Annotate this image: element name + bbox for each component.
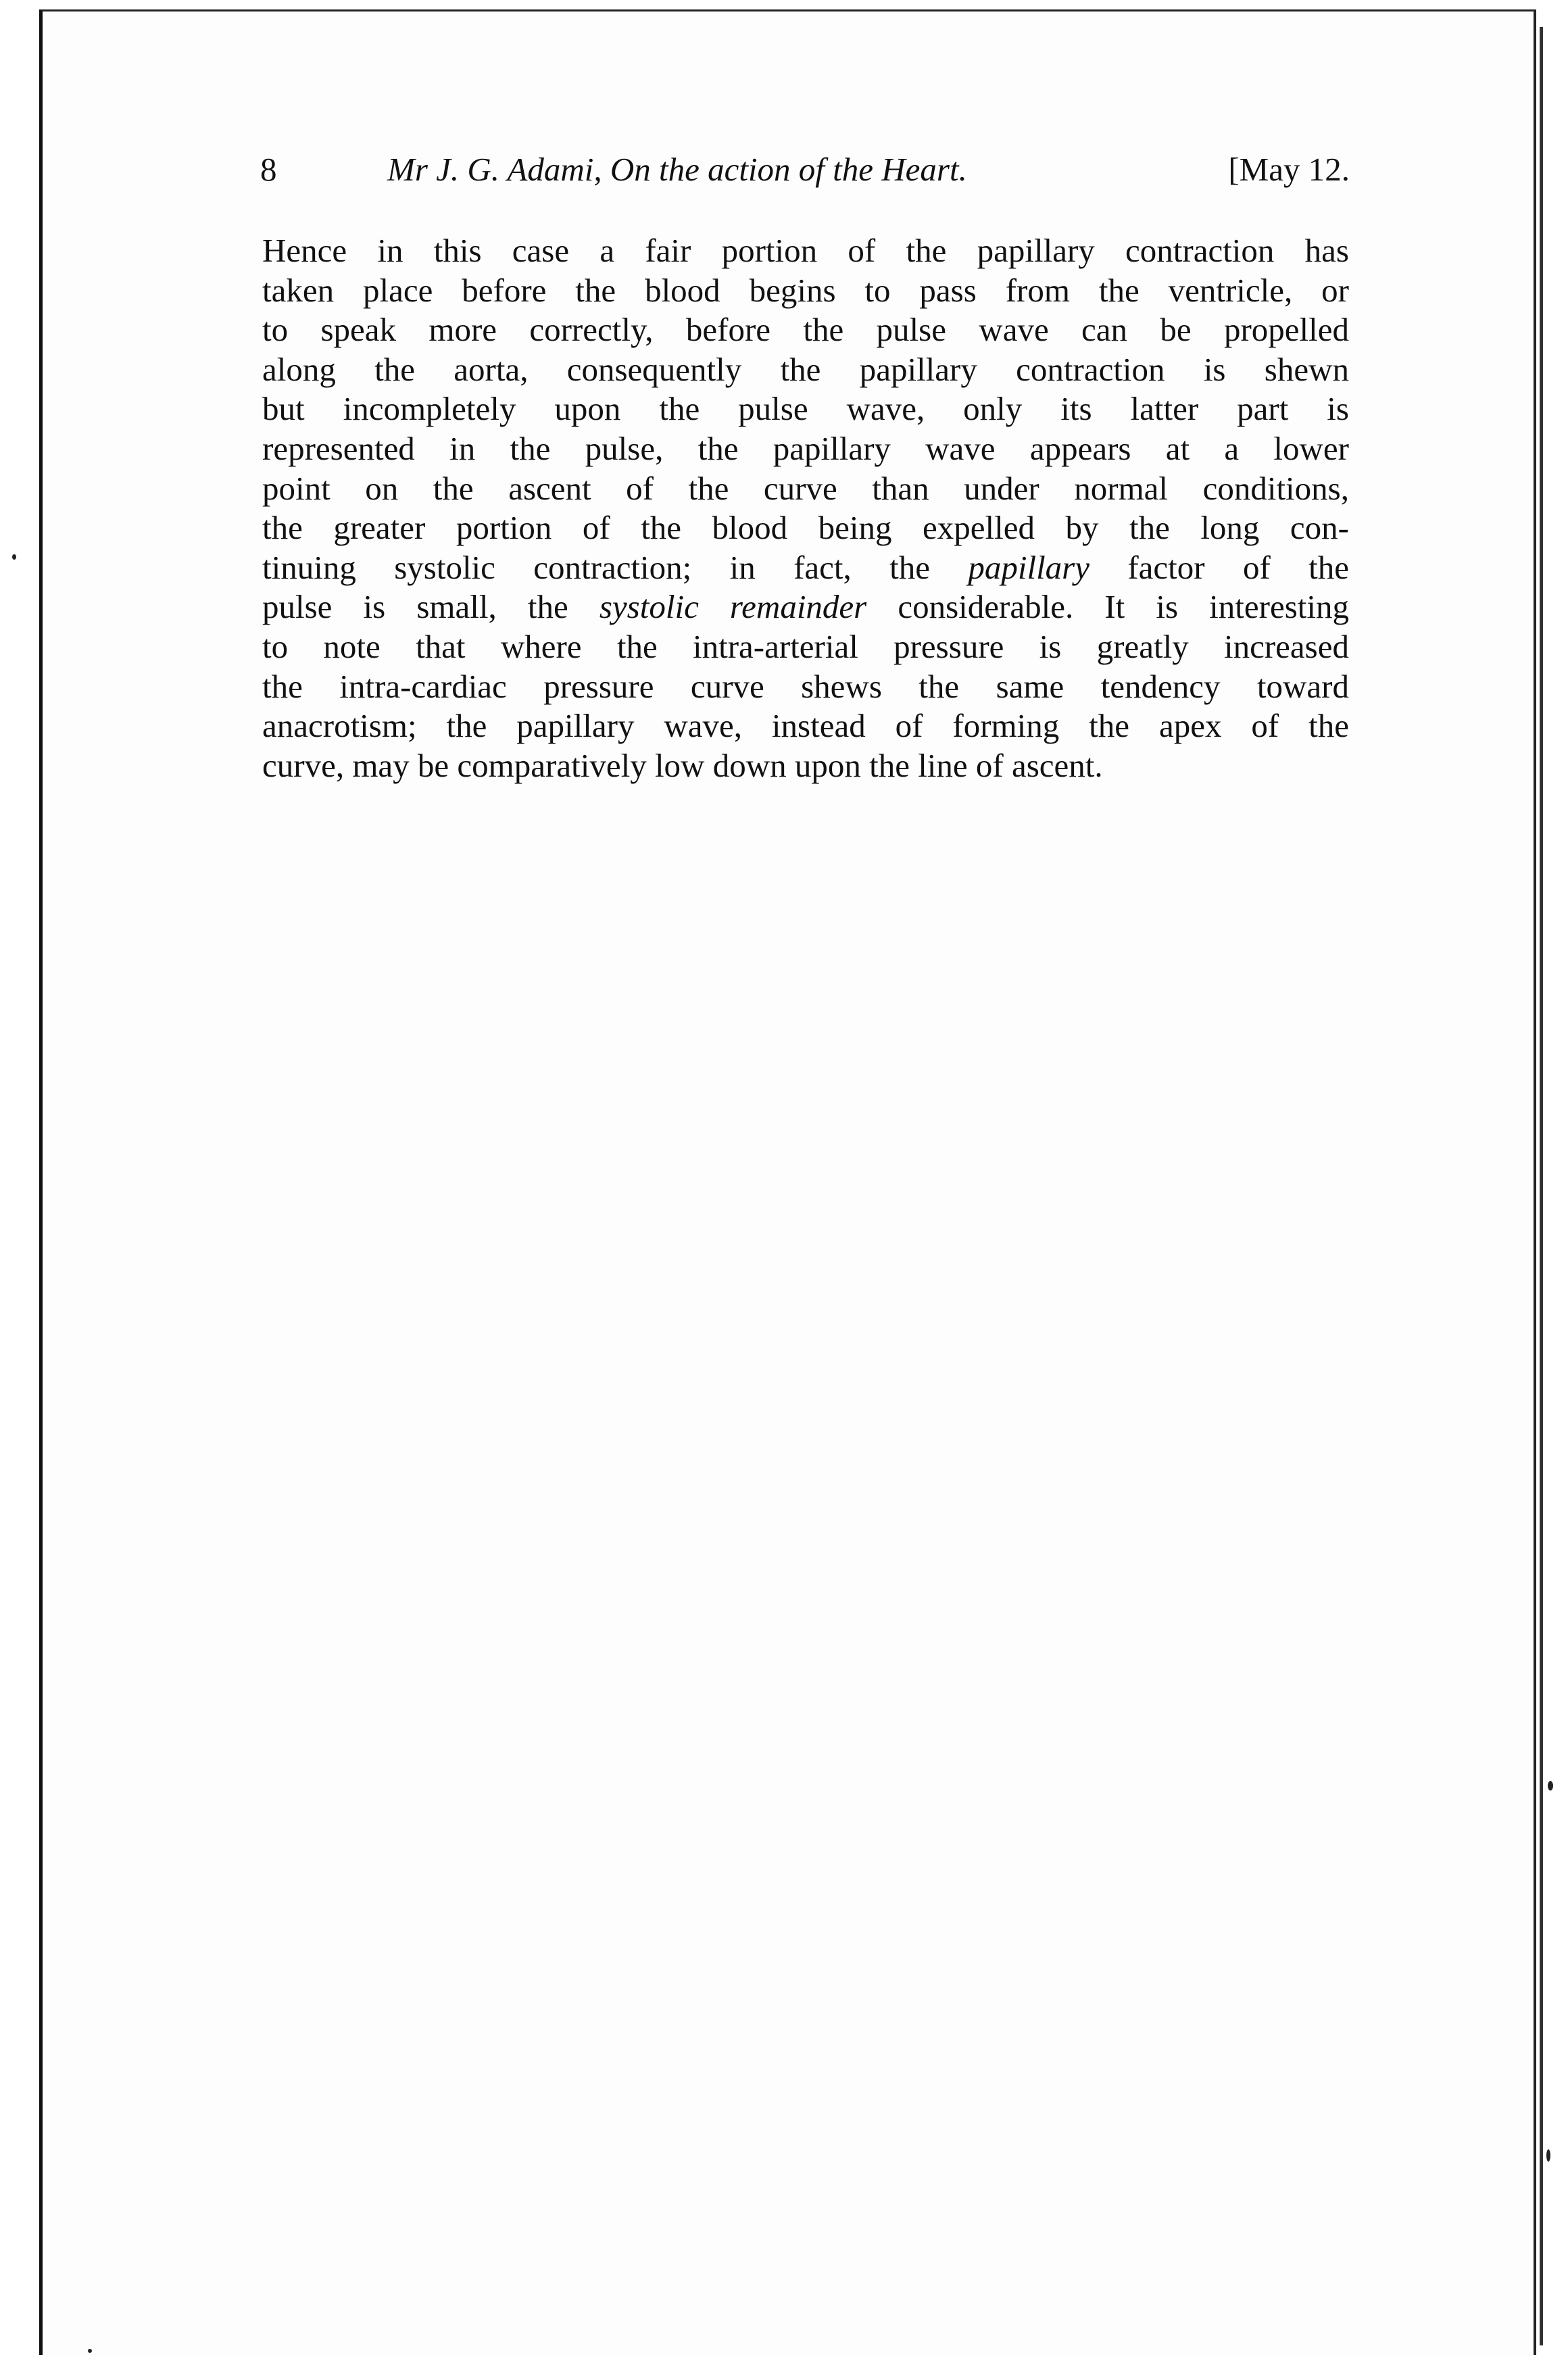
italic-text: papillary [968, 548, 1090, 586]
text-run: anacrotism; the papillary wave, instead of forming the apex of the [262, 707, 1349, 745]
text-run: considerable. It is interesting [866, 588, 1350, 626]
body-paragraph [262, 231, 1349, 785]
italic-text: systolic remainder [599, 588, 867, 626]
text-line [262, 310, 1349, 350]
text-run: factor of the [1089, 548, 1349, 586]
text-line [262, 667, 1349, 707]
text-line [262, 231, 1349, 271]
text-line [262, 350, 1349, 390]
text-run: along the aorta, consequently the papillary contraction is shewn [262, 350, 1349, 388]
text-run: to speak more correctly, before the pulse wave can be propelled [262, 311, 1349, 349]
text-line [262, 469, 1349, 509]
text-run: curve, may be comparatively low down upon the line of ascent. [262, 746, 1103, 784]
text-line [262, 746, 1349, 786]
text-run: pulse is small, the [262, 588, 599, 626]
text-run: tinuing systolic contraction; in fact, the [262, 548, 969, 586]
text-line [262, 627, 1349, 667]
page-edge [1540, 27, 1543, 2345]
page-number: 8 [260, 151, 277, 188]
text-line [262, 508, 1349, 548]
text-line [262, 587, 1349, 627]
text-run: to note that where the intra-arterial pressure is greatly increased [262, 627, 1349, 665]
text-run: Hence in this case a fair portion of the papillary contraction has [262, 232, 1349, 269]
scan-speck [12, 554, 16, 560]
text-run: but incompletely upon the pulse wave, only its latter part is [262, 390, 1349, 428]
header-date: [May 12. [1228, 151, 1350, 188]
text-line [262, 548, 1349, 588]
text-run: the greater portion of the blood being expelled by the long con- [262, 509, 1349, 547]
text-line [262, 389, 1349, 429]
text-line [262, 706, 1349, 746]
text-run: point on the ascent of the curve than under normal conditions, [262, 469, 1349, 507]
text-line [262, 429, 1349, 469]
text-run: the intra-cardiac pressure curve shews the same tendency toward [262, 667, 1349, 705]
scan-speck [1546, 2149, 1550, 2162]
scan-speck [88, 2349, 92, 2353]
text-run: represented in the pulse, the papillary wave appears at a lower [262, 429, 1349, 467]
header-title: Mr J. G. Adami, On the action of the Heart. [387, 151, 967, 188]
text-line [262, 271, 1349, 311]
running-head [260, 150, 1350, 197]
text-run: taken place before the blood begins to pass from the ventricle, or [262, 271, 1349, 309]
scan-speck [1548, 1781, 1553, 1790]
